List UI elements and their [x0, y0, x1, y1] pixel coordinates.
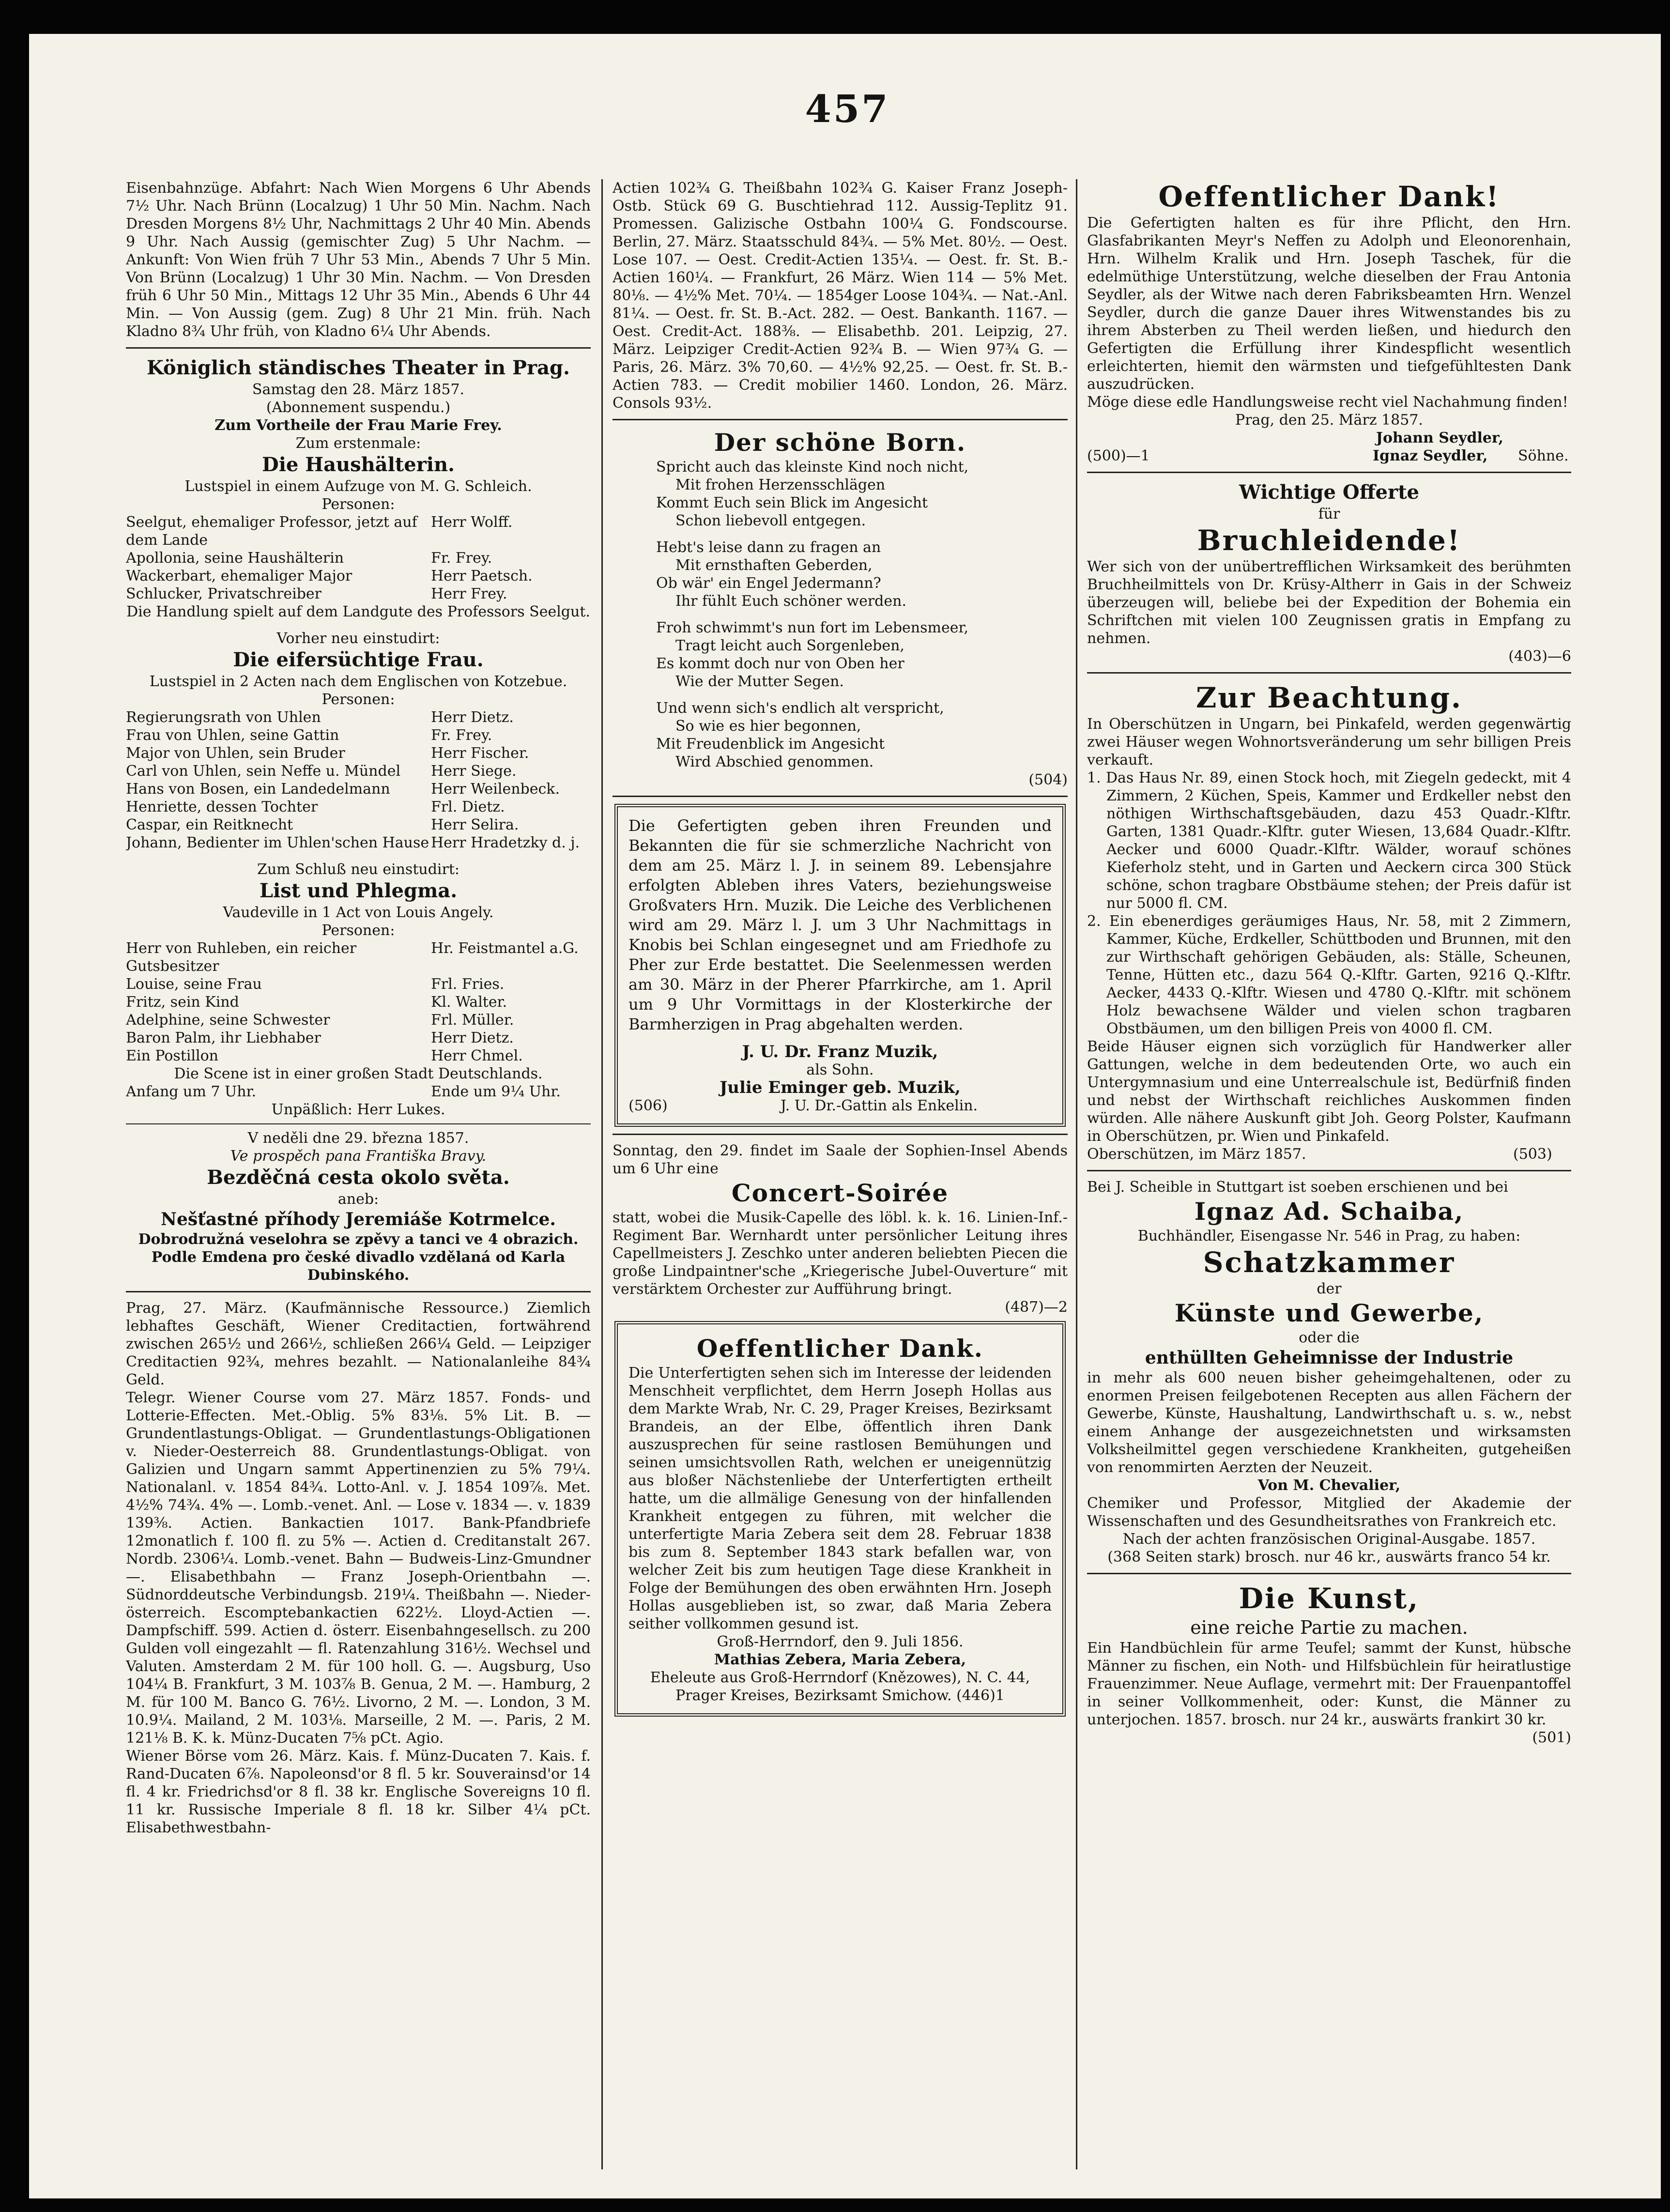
book-title: Schatzkammer	[1203, 1246, 1456, 1279]
play1-scene: Die Handlung spielt auf dem Landgute des Professors Seelgut.	[126, 603, 590, 620]
railway-timetable: Eisenbahnzüge. Abfahrt: Nach Wien Morgens 6 Uhr Abends 7½ Uhr. Nach Brünn (Localzug) 1 Uhr 50 Min. Nachm. Nach Dresden Morgens 8½ Uhr, Nachmittags 2 Uhr 40 Min. Abends 9 Uhr. Nach Aussig (gemischter Zug) 5 Uhr Nachm. — Ankunft: Von Wien früh 7 Uhr 53 Min., Abends 7 Uhr 5 Min. Von Brünn (Localzug) 1 Uhr 30 Min. Nachm. — Von Dresden früh 6 Uhr 50 Min., Mittags 12 Uhr 35 Min., Abends 6 Uhr 44 Min. — Von Aussig (gem. Zug) 8 Uhr 21 Min. früh. Nach Kladno 8¾ Uhr früh, von Kladno 6¼ Uhr Abends.	[126, 180, 591, 340]
divider	[613, 1134, 1068, 1135]
book-oder: oder die	[1299, 1329, 1360, 1346]
offer-number: (403)—6	[1508, 648, 1571, 665]
column-middle	[613, 179, 1068, 2169]
cast-row: Hans von Bosen, ein Landedelmann Herr Weilenbeck.	[126, 781, 560, 798]
thanks-title: Oeffentlicher Dank.	[696, 1334, 984, 1363]
poem-line: Ihr fühlt Euch schöner werden.	[675, 593, 906, 610]
offer-title: Wichtige Offerte	[1239, 481, 1419, 504]
cast-row: Fritz, sein Kind Kl. Walter.	[126, 994, 507, 1011]
thanks-signature-3: Prager Kreises, Bezirksamt Smichow. (446)1	[675, 1687, 1005, 1704]
play1-persons-heading: Personen:	[322, 496, 395, 513]
cast-row: Frau von Uhlen, seine Gattin Fr. Frey.	[126, 727, 492, 744]
poem	[613, 458, 1068, 771]
play3-scene: Die Scene ist in einer großen Stadt Deutschlands.	[174, 1065, 543, 1082]
divider	[126, 1123, 591, 1124]
cast-row: Major von Uhlen, sein Bruder Herr Fischer.	[126, 745, 529, 762]
newspaper-page	[29, 34, 1661, 2198]
thanks-date: Groß-Herrndorf, den 9. Juli 1856.	[717, 1633, 964, 1650]
theater-benefit: Zum Vortheile der Frau Marie Frey.	[214, 417, 502, 434]
column-rule	[1076, 179, 1077, 2169]
divider	[126, 347, 591, 349]
play2-cast	[126, 708, 591, 852]
concert-number: (487)—2	[1005, 1299, 1068, 1316]
prague-market-report: Prag, 27. März. (Kaufmännische Ressource.) Ziemlich lebhaftes Geschäft, Wiener Creditactien, fortwährend zwischen 265½ und 266½, schließen 266¼ Geld. — Leipziger Creditactien 92¾, mehres bezahlt. — Nationalanleihe 84¾ Geld.	[126, 1300, 591, 1388]
book-price: (368 Seiten stark) brosch. nur 46 kr., auswärts franco 54 kr.	[1107, 1549, 1551, 1566]
poem-title: Der schöne Born.	[714, 428, 966, 457]
book-address: Buchhändler, Eisengasse Nr. 546 in Prag, zu haben:	[1137, 1228, 1521, 1244]
oeff-dank-text-2: Möge diese edle Handlungsweise recht viel Nachahmung finden!	[1087, 394, 1568, 411]
exchange-courses: Actien 102¾ G. Theißbahn 102¾ G. Kaiser Franz Joseph-Ostb. Stück 69 G. Buschtiehrad 112. Aussig-Teplitz 91. Promessen. Galizische Ostbahn 100¼ G. Fondscourse. Berlin, 27. März. Staatsschuld 84¾. — 5% Met. 80½. — Oest. Lose 107. — Oest. Credit-Actien 135¼. — Oest. fr. St. B.-Actien 160¼. — Frankfurt, 26 März. Wien 114 — 5% Met. 80⅛. — 4½% Met. 70¼. — 1854ger Loose 104¾. — Nat.-Anl. 81¼. — Oest. fr. St. B.-Act. 282. — Oest. Bankanth. 1167. — Oest. Credit-Act. 188⅜. — Elisabethb. 201. Leipzig, 27. März. Leipziger Credit-Actien 92¾ B. — Wien 97¾ G. — Paris, 26. März. 3% 70,60. — 4½% 92,25. — Oest. fr. St. B.-Actien 783. — Credit mobilier 1460. London, 26. März. Consols 93½.	[613, 180, 1068, 412]
book-title-3: enthüllten Geheimnisse der Industrie	[1145, 1348, 1514, 1368]
cast-row: Wackerbart, ehemaliger Major Herr Paetsch.	[126, 568, 533, 584]
poem-line: Schon liebevoll entgegen.	[675, 512, 866, 529]
czech-description: Dobrodružná veselohra se zpěvy a tanci ve 4 obrazich. Podle Emdena pro české divadlo vzdělaná od Karla Dubinského.	[138, 1231, 579, 1284]
oeff-dank-sign-1: Johann Seydler,	[1376, 430, 1503, 446]
cast-row: Henriette, dessen Tochter Frl. Dietz.	[126, 799, 505, 815]
play1-subtitle: Lustspiel in einem Aufzuge von M. G. Schleich.	[184, 478, 532, 495]
divider	[126, 1291, 591, 1292]
offer-fuer: für	[1318, 506, 1340, 522]
book-text: in mehr als 600 neuen bisher geheimgehaltenen, oder zu enormen Preisen feilgebotenen Recepten aus allen Fächern der Gewerbe, Künste, Haushaltung, Landwirthschaft u. s. w., nebst einem Anhange der ausgezeichnetsten und wirksamsten Volksheilmittel gegen verschiedene Krankheiten, gutgeheißen von renommirten Aerzten der Neuzeit.	[1087, 1369, 1571, 1476]
kunst-subtitle: eine reiche Partie zu machen.	[1190, 1617, 1468, 1638]
oeff-dank-title: Oeffentlicher Dank!	[1158, 180, 1500, 213]
list-item: 2. Ein ebenerdiges geräumiges Haus, Nr. 58, mit 2 Zimmern, Kammer, Küche, Erdkeller, Schüttboden und Brunnen, mit den zur Wirthschaft gehörigen Gebäuden, als: Ställe, Scheunen, Tenne, Hütten etc., dazu 564 Q.-Klftr. Garten, 9216 Q.-Klftr. Aecker, 4433 Q.-Klftr. Wiesen und 4780 Q.-Klftr. mit schönem Holz bewachsene Wälder und vielen schon tragbaren Obstbäumen, um den billigen Preis von 4000 fl. CM.	[1087, 913, 1571, 1037]
beachtung-text: Beide Häuser eignen sich vorzüglich für Handwerker aller Gattungen, welche in dem bedeutenden Orte, wo auch ein Untergymnasium und eine Unterrealschule ist, Bedürfniß finden und nebst der Wirthschaft reichliches Auskommen finden würden. Alle nähere Auskunft gibt Joh. Georg Polster, Kaufmann in Oberschützen, pr. Wien und Pinkafeld.	[1087, 1038, 1571, 1145]
play2-persons-heading: Personen:	[322, 691, 395, 708]
book-der: der	[1317, 1280, 1342, 1297]
play3-intro: Zum Schluß neu einstudirt:	[257, 861, 460, 878]
page-number: 457	[805, 87, 890, 131]
public-thanks-box	[614, 1321, 1066, 1717]
divider	[613, 796, 1068, 797]
play1-title: Die Haushälterin.	[262, 453, 455, 476]
poem-line: Ob wär' ein Engel Jedermann?	[656, 575, 881, 592]
poem-line: Tragt leicht auch Sorgenleben,	[675, 637, 904, 654]
czech-title: Bezděčná cesta okolo světa.	[207, 1166, 510, 1189]
divider	[1087, 672, 1571, 674]
cast-row: Carl von Uhlen, sein Neffe u. Mündel Herr Siege.	[126, 763, 517, 780]
divider	[1087, 472, 1571, 473]
list-item: 1. Das Haus Nr. 89, einen Stock hoch, mit Ziegeln gedeckt, mit 4 Zimmern, 2 Küchen, Speis, Kammer und Erdkeller nebst den nöthigen Wirthschaftsgebäuden, dazu 453 Quadr.-Klftr. Garten, 1381 Quadr.-Klftr. guter Wiesen, 13,684 Quadr.-Klftr. Aecker und 6000 Quadr.-Klftr. Wälder, worauf schönes Kieferholz steht, und in Garten und Aeckern circa 300 Stück schöne, schon tragbare Obstbäume stehen; der Preis dafür ist nur 5000 fl. CM.	[1087, 769, 1571, 912]
beachtung-title: Zur Beachtung.	[1195, 681, 1463, 714]
cast-row: Caspar, ein Reitknecht Herr Selira.	[126, 816, 519, 833]
poem-line: Froh schwimmt's nun fort im Lebensmeer,	[656, 619, 969, 636]
death-signature-1: J. U. Dr. Franz Muzik,	[742, 1042, 938, 1061]
book-author: Von M. Chevalier,	[1257, 1477, 1401, 1494]
column-right	[1087, 179, 1571, 2169]
thanks-signature-2: Eheleute aus Groß-Herrndorf (Knězowes), N. C. 44,	[650, 1669, 1030, 1686]
theater-first-time: Zum erstenmale:	[295, 435, 421, 452]
beachtung-list	[1087, 769, 1571, 1038]
cast-row: Apollonia, seine Haushälterin Fr. Frey.	[126, 550, 492, 567]
divider	[1087, 1573, 1571, 1574]
concert-intro: Sonntag, den 29. findet im Saale der Sophien-Insel Abends um 6 Uhr eine	[613, 1142, 1068, 1177]
theater-date: Samstag den 28. März 1857.	[252, 381, 465, 398]
offer-big-title: Bruchleidende!	[1197, 524, 1461, 557]
oeff-dank-date: Prag, den 25. März 1857.	[1235, 412, 1423, 429]
play3-persons-heading: Personen:	[322, 922, 395, 939]
kunst-number: (501)	[1532, 1729, 1571, 1746]
poem-line: Mit Freudenblick im Angesicht	[656, 736, 885, 753]
book-intro: Bei J. Scheible in Stuttgart ist soeben erschienen und bei	[1087, 1179, 1508, 1196]
column-left	[126, 179, 591, 2169]
play3-title: List und Phlegma.	[259, 879, 458, 902]
cast-row: Adelphine, seine Schwester Frl. Müller.	[126, 1012, 514, 1029]
beachtung-footer: Oberschützen, im März 1857. (503)	[1087, 1146, 1552, 1163]
death-notice	[614, 804, 1066, 1127]
cast-row: Schlucker, Privatschreiber Herr Frey.	[126, 585, 507, 602]
kunst-text: Ein Handbüchlein für arme Teufel; sammt der Kunst, hübsche Männer zu fischen, ein Noth- und Hilfsbüchlein für heiratlustige Frauenzimmer. Neue Auflage, vermehrt mit: Der Frauenpantoffel in seiner Vollkommenheit, oder: Kunst, die Männer zu unterjochen. 1857. brosch. nur 24 kr., auswärts frankirt 30 kr.	[1087, 1640, 1571, 1728]
book-original: Nach der achten französischen Original-Ausgabe. 1857.	[1122, 1531, 1536, 1548]
poem-line: Spricht auch das kleinste Kind noch nicht,	[656, 459, 969, 476]
theater-abonnement: (Abonnement suspendu.)	[266, 399, 451, 416]
beachtung-intro: In Oberschützen in Ungarn, bei Pinkafeld, werden gegenwärtig zwei Häuser wegen Wohnortsveränderung um sehr billigen Preis verkauft.	[1087, 716, 1571, 768]
cast-row: Regierungsrath von Uhlen Herr Dietz.	[126, 709, 514, 726]
cast-row: Seelgut, ehemaliger Professor, jetzt auf dem Lande Herr Wolff.	[126, 514, 513, 549]
death-notice-text: Die Gefertigten geben ihren Freunden und Bekannten die für sie schmerzliche Nachricht von dem am 25. März l. J. in seinem 89. Lebensjahre erfolgten Ableben ihres Vaters, beziehungsweise Großvaters Hrn. Muzik. Die Leiche des Verblichenen wird am 29. März l. J. um 3 Uhr Nachmittags in Knobis bei Schlan eingesegnet und am Friedhofe zu Pher zur Erde bestattet. Die Seelenmessen werden am 30. März in der Pherer Pfarrkirche, am 1. April um 9 Uhr Vormittags in der Klosterkirche der Barmherzigen in Prag abgehalten werden.	[628, 816, 1052, 1033]
play1-cast	[126, 513, 591, 603]
czech-benefit: Ve prospěch pana Františka Bravy.	[230, 1148, 487, 1165]
concert-text: statt, wobei die Musik-Capelle des löbl. k. k. 16. Linien-Inf.-Regiment Bar. Wernhardt unter persönlicher Leitung ihres Capellmeisters J. Zeschko unter anderen beliebten Piecen die große Lindpaintner'sche „Kriegerische Jubel-Ouverture“ mit verstärktem Orchester zur Aufführung bringt.	[613, 1209, 1068, 1298]
death-signature-2: Julie Eminger geb. Muzik,	[720, 1078, 961, 1097]
death-signature-1-role: als Sohn.	[806, 1061, 874, 1078]
divider	[1087, 1170, 1571, 1171]
vienna-exchange: Wiener Börse vom 26. März. Kais. f. Münz-Ducaten 7. Kais. f. Rand-Ducaten 6⅞. Napoleonsd'or 8 fl. 5 kr. Souverainsd'or 14 fl. 4 kr. Friedrichsd'or 8 fl. 38 kr. Englische Sovereigns 10 fl. 11 kr. Russische Imperiale 8 fl. 18 kr. Silber 4¼ pCt. Elisabethwestbahn-	[126, 1748, 591, 1836]
play3-subtitle: Vaudeville in 1 Act von Louis Angely.	[223, 904, 494, 921]
play2-intro: Vorher neu einstudirt:	[276, 630, 440, 647]
poem-line: Wird Abschied genommen.	[675, 753, 874, 770]
cast-row: Ein Postillon Herr Chmel.	[126, 1047, 523, 1064]
cast-row: Johann, Bedienter im Uhlen'schen Hause Herr Hradetzky d. j.	[126, 834, 580, 851]
poem-line: Wie der Mutter Segen.	[675, 673, 844, 690]
divider	[613, 419, 1068, 420]
poem-line: So wie es hier begonnen,	[675, 718, 861, 735]
book-seller: Ignaz Ad. Schaiba,	[1194, 1197, 1464, 1226]
play3-indisposed: Unpäßlich: Herr Lukes.	[271, 1101, 445, 1118]
poem-line: Mit ernsthaften Geberden,	[675, 557, 873, 574]
poem-line: Hebt's leise dann zu fragen an	[656, 539, 881, 556]
kunst-title: Die Kunst,	[1239, 1582, 1420, 1615]
poem-line: Kommt Euch sein Blick im Angesicht	[656, 494, 928, 511]
oeff-dank-sign-row: (500)—1 Ignaz Seydler, Söhne.	[1087, 447, 1569, 464]
vienna-telegraph-courses: Telegr. Wiener Course vom 27. März 1857. Fonds- und Lotterie-Effecten. Met.-Oblig. 5% 83⅛. 5% Lit. B. — Grundentlastungs-Obligat. — Grundentlastungs-Obligationen v. Nieder-Oesterreich 88. Grundentlastungs-Obligat. von Galizien und Ungarn sammt Appertinenzien zu 5% 79¼. Nationalanl. v. 1854 84¾. Lotto-Anl. v. J. 1854 109⅞. Met. 4½% 74¾. 4% —. Lomb.-venet. Anl. — Lose v. 1834 —. v. 1839 139⅜. Actien. Bankactien 1017. Bank-Pfandbriefe 12monatlich f. 100 fl. zu 5% —. Actien d. Creditanstalt 267. Nordb. 2306¼. Lomb.-venet. Bahn — Budweis-Linz-Gmundner —. Elisabethbahn — Franz Joseph-Orientbahn —. Südnorddeutsche Verbindungsb. 219¼. Theißbahn —. Nieder-österreich. Escomptebankactien 622½. Lloyd-Actien —. Dampfschiff. 599. Actien d. österr. Eisenbahngesellsch. zu 200 Gulden voll eingezahlt — fl. Ratenzahlung 316½. Wechsel und Valuten. Amsterdam 2 M. für 100 holl. G. —. Augsburg, Uso 104¼ B. Frankfurt, 3 M. 103⅞ B. Genua, 2 M. —. Hamburg, 2 M. für 100 M. Banco G. 76½. Livorno, 2 M. —. London, 3 M. 10.9¼. Mailand, 2 M. 103⅛. Marseille, 2 M. —. Paris, 2 M. 121⅛ B. K. k. Münz-Ducaten 7⅝ pCt. Agio.	[126, 1389, 591, 1747]
theater-title: Königlich ständisches Theater in Prag.	[147, 356, 570, 379]
cast-row: Louise, seine Frau Frl. Fries.	[126, 976, 505, 993]
concert-title: Concert-Soirée	[731, 1179, 949, 1207]
thanks-text: Die Unterfertigten sehen sich im Interesse der leidenden Menschheit verpflichtet, dem Herrn Joseph Hollas aus dem Markte Wrab, Nr. C. 29, Prager Kreises, Bezirksamt Brandeis, an der Elbe, öffentlich ihren Dank auszusprechen für seine rastlosen Bemühungen und seinen umsichtsvollen Rath, welchen er uneigennützig aus bloßer Nächstenliebe der Unterfertigten ertheilt hatte, um die allmälige Genesung von der hinfallenden Krankheit entgegen zu führen, mit welcher die unterfertigte Maria Zebera seit dem 28. Februar 1838 bis zum 8. September 1843 stark befallen war, von welcher Zeit bis zum heutigen Tage diese Krankheit in Folge der Bemühungen des oben erwähnten Hrn. Joseph Hollas ausgeblieben ist, so zwar, daß Maria Zebera seither vollkommen gesund ist.	[628, 1365, 1052, 1632]
poem-line: Es kommt doch nur von Oben her	[656, 655, 904, 672]
play2-subtitle: Lustspiel in 2 Acten nach dem Englischen von Kotzebue.	[149, 673, 567, 690]
czech-aneb: aneb:	[337, 1191, 379, 1208]
offer-text: Wer sich von der unübertrefflichen Wirksamkeit des berühmten Bruchheilmittels von Dr. Krüsy-Altherr in Gais in der Schweiz überzeugen will, beliebe bei der Expedition der Bohemia ein Schriftchen mit vielen 100 Zeugnissen gratis in Empfang zu nehmen.	[1087, 558, 1571, 647]
czech-date: V neděli dne 29. března 1857.	[247, 1130, 469, 1147]
cast-row: Baron Palm, ihr Liebhaber Herr Dietz.	[126, 1029, 514, 1046]
poem-line: Und wenn sich's endlich alt verspricht,	[656, 700, 944, 717]
cast-row: Herr von Ruhleben, ein reicher Gutsbesitzer Hr. Feistmantel a.G.	[126, 940, 579, 975]
oeff-dank-text: Die Gefertigten halten es für ihre Pflicht, den Hrn. Glasfabrikanten Meyr's Neffen zu Adolph und Eleonorenhain, Hrn. Wilhelm Kralik und Hrn. Joseph Taschek, für die edelmüthige Unterstützung, welche dieselben der Frau Antonia Seydler, als der Witwe nach deren Fabriksbeamten Hrn. Wenzel Seydler, durch die ganze Dauer ihres Witwenstandes bis zu ihrem Absterben zu Theil werden ließen, und hiedurch den Gefertigten die Erfüllung ihrer Kindespflicht wesentlich erleichterten, hiemit den wärmsten und tiefgefühltesten Dank auszudrücken.	[1087, 215, 1571, 393]
play3-times: Anfang um 7 Uhr. Ende um 9¼ Uhr.	[126, 1083, 561, 1100]
book-author-2: Chemiker und Professor, Mitglied der Akademie der Wissenschaften und des Gesundheitsrathes von Frankreich etc.	[1087, 1495, 1571, 1530]
play2-title: Die eifersüchtige Frau.	[233, 648, 484, 671]
czech-title-2: Nešťastné příhody Jeremiáše Kotrmelce.	[161, 1209, 556, 1229]
thanks-signature: Mathias Zebera, Maria Zebera,	[714, 1651, 966, 1668]
column-rule	[601, 179, 603, 2169]
poem-line: Mit frohen Herzensschlägen	[675, 476, 886, 493]
poem-number: (504)	[1028, 771, 1068, 788]
book-title-2: Künste und Gewerbe,	[1174, 1299, 1484, 1327]
play3-cast	[126, 939, 591, 1065]
death-signature-2-row: (506) J. U. Dr.-Gattin als Enkelin.	[628, 1097, 978, 1114]
